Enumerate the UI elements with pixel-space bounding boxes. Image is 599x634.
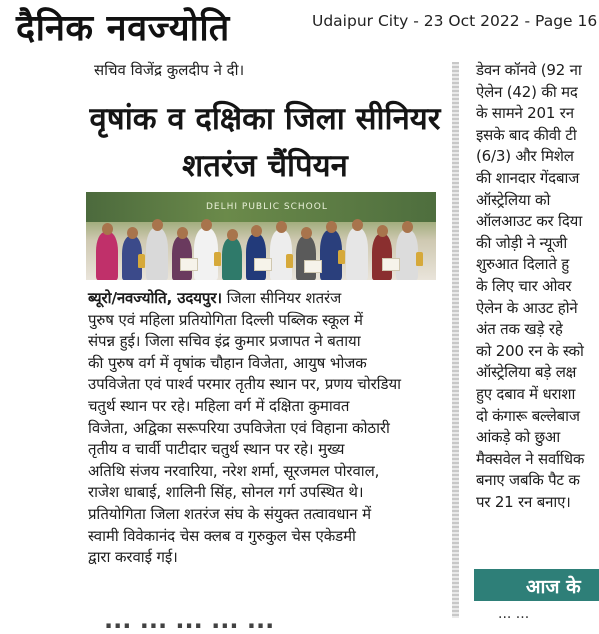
previous-article-line: सचिव विजेंद्र कुलदीप ने दी। xyxy=(94,61,245,79)
body-line: प्रतियोगिता जिला शतरंज संघ के संयुक्त तत्वावधान में xyxy=(88,504,372,523)
article-body xyxy=(88,288,448,569)
right-body-line: के लिए चार ओवर xyxy=(476,276,572,295)
right-body-line: बनाए जबकि पैट क xyxy=(476,471,580,490)
masthead xyxy=(0,0,599,58)
article-photo xyxy=(86,192,436,280)
right-body-line: मैक्सवेल ने सर्वाधिक xyxy=(476,449,585,468)
right-body-line: हुए दबाव में धराशा xyxy=(476,384,576,403)
right-body-line: पर 21 रन बनाए। xyxy=(476,492,571,511)
right-body-line: (6/3) और मिशेल xyxy=(476,147,574,166)
right-body-line: इसके बाद कीवी टी xyxy=(476,125,577,144)
right-article-column xyxy=(474,58,599,622)
dateline: ब्यूरो/नवज्योति, उदयपुर। xyxy=(88,289,222,307)
right-bottom-text: ... ... xyxy=(498,606,530,622)
section-title-box xyxy=(474,569,599,601)
certificate-icon xyxy=(180,258,198,271)
photo-banner-text: DELHI PUBLIC SCHOOL xyxy=(206,202,328,212)
certificate-icon xyxy=(254,258,272,271)
right-body-line: को 200 रन के स्को xyxy=(476,341,584,360)
headline-line: शतरंज चैंपियन xyxy=(182,148,348,184)
body-line: चतुर्थ स्थान पर रहे। महिला वर्ग में दक्षिता कुमावत xyxy=(88,396,350,415)
right-body-line: दो कंगारू बल्लेबाज xyxy=(476,406,580,425)
right-body-line: शुरुआत दिलाते हु xyxy=(476,255,570,274)
body-line-text: जिला सीनियर शतरंज xyxy=(221,289,342,307)
right-body-line: ऐलेन के आउट होने xyxy=(476,298,578,317)
trophy-icon xyxy=(338,250,345,264)
body-line: राजेश धाबाई, शालिनी सिंह, सोनल गर्ग उपस्थित थे। xyxy=(88,483,364,502)
body-line: पुरुष एवं महिला प्रतियोगिता दिल्ली पब्लिक स्कूल में xyxy=(88,310,363,329)
trophy-icon xyxy=(286,254,293,268)
column-divider xyxy=(452,62,459,618)
right-body-line: ऑलआउट कर दिया xyxy=(476,212,583,231)
photo-person xyxy=(346,228,368,280)
body-line: स्वामी विवेकानंद चेस क्लब व गुरुकुल चेस एकेडमी xyxy=(88,526,356,545)
right-body-line: डेवन कॉनवे (92 ना xyxy=(476,61,582,79)
body-line: तृतीय व चार्वी पाटीदार चतुर्थ स्थान पर रहे। मुख्य xyxy=(88,440,345,459)
right-body-line: ऑस्ट्रेलिया को xyxy=(476,190,551,209)
photo-person xyxy=(396,230,418,280)
photo-person xyxy=(296,236,316,280)
right-body-line: ऐलेन (42) की मद xyxy=(476,82,578,101)
photo-person xyxy=(222,238,242,280)
body-line: उपविजेता एवं पार्श्व परमार तृतीय स्थान पर, प्रणय चोरडिया xyxy=(88,375,401,394)
article-headline xyxy=(84,96,446,190)
body-line: संपन्न हुई। जिला सचिव इंद्र कुमार प्रजापत ने बताया xyxy=(88,332,361,351)
next-article-headline: ... ... ... ... ... xyxy=(104,606,275,634)
photo-person xyxy=(146,228,168,280)
body-line: विजेता, अद्विका सरूपरिया उपविजेता एवं विहाना कोठारी xyxy=(88,418,390,437)
right-body-line: आंकड़े को छुआ xyxy=(476,428,561,447)
article-column xyxy=(84,58,446,634)
photo-person xyxy=(96,232,118,280)
edition-info: Udaipur City - 23 Oct 2022 - Page 16 xyxy=(312,12,598,30)
newspaper-logo: दैनिक नवज्योति xyxy=(16,7,230,49)
right-body-line: की जोड़ी ने न्यूजी xyxy=(476,233,568,252)
right-article-body xyxy=(476,60,584,513)
certificate-icon xyxy=(382,258,400,271)
body-line: द्वारा करवाई गई। xyxy=(88,548,178,567)
right-body-line: के सामने 201 रन xyxy=(476,104,574,123)
photo-person xyxy=(246,234,266,280)
body-line xyxy=(88,288,448,310)
section-title: आज के xyxy=(526,576,581,598)
trophy-icon xyxy=(416,252,423,266)
right-body-line: अंत तक खड़े रहे xyxy=(476,320,563,339)
right-body-line: की शानदार गेंदबाज xyxy=(476,168,580,187)
certificate-icon xyxy=(304,260,322,273)
body-line: की पुरुष वर्ग में वृषांक चौहान विजेता, आयुष भोजक xyxy=(88,353,367,372)
photo-banner xyxy=(86,192,436,222)
photo-person xyxy=(372,234,392,280)
body-line: अतिथि संजय नरवारिया, नरेश शर्मा, सूरजमल पोरवाल, xyxy=(88,461,380,480)
right-body-line: ऑस्ट्रेलिया बड़े लक्ष xyxy=(476,363,577,382)
headline-line: वृषांक व दक्षिका जिला सीनियर xyxy=(89,101,441,137)
trophy-icon xyxy=(138,254,145,268)
trophy-icon xyxy=(214,252,221,266)
